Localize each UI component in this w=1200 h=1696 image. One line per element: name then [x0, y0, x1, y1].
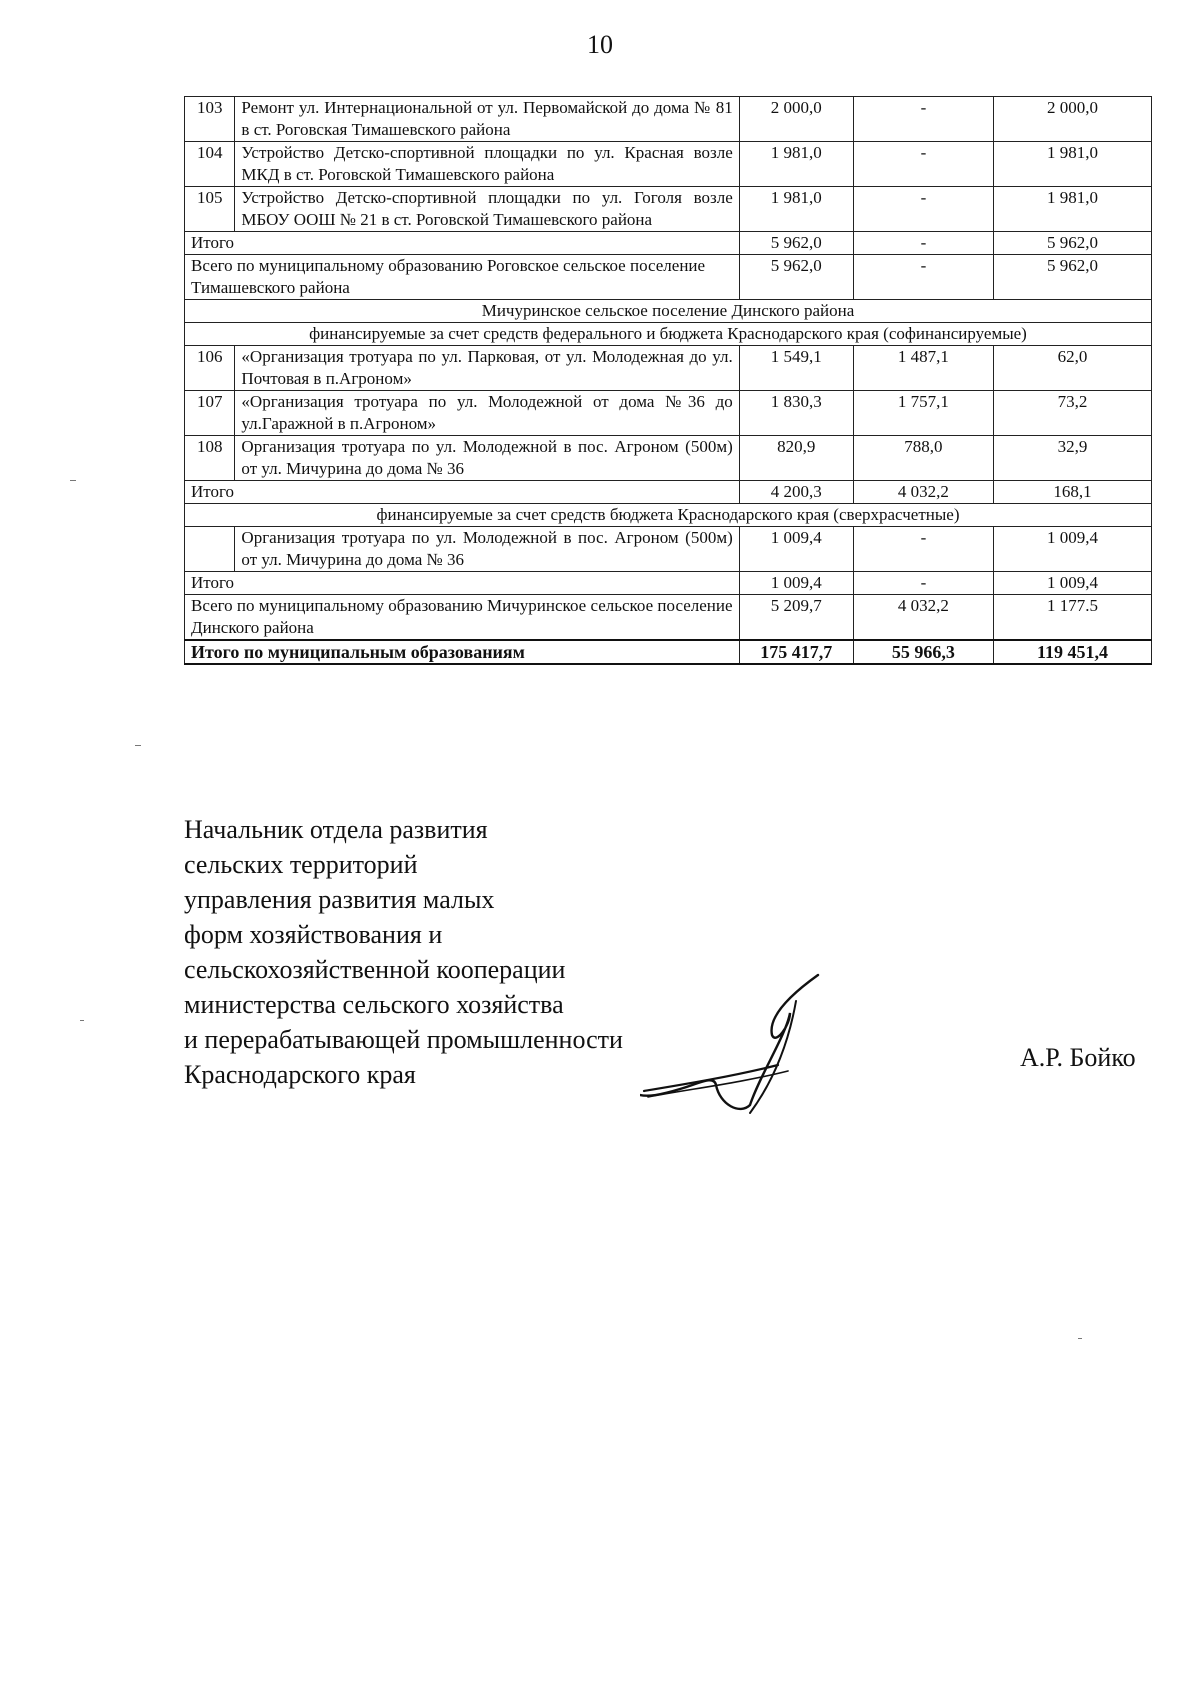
- budget-table: [184, 96, 1152, 665]
- position-line: форм хозяйствования и: [184, 920, 443, 949]
- row-number: 106: [185, 346, 235, 391]
- row-regional: 32,9: [994, 436, 1152, 481]
- row-regional: 1 981,0: [994, 142, 1152, 187]
- position-line: Краснодарского края: [184, 1060, 416, 1089]
- page-number: 10: [587, 30, 613, 59]
- scan-artifact: [1078, 1338, 1082, 1339]
- position-line: Начальник отдела развития: [184, 815, 488, 844]
- row-number: 107: [185, 391, 235, 436]
- section-header-row: [185, 300, 1152, 323]
- row-description: «Организация тротуара по ул. Парковая, от ул. Молодежная до ул. Почтовая в п.Агроном»: [235, 346, 739, 391]
- subtotal-row: [185, 481, 1152, 504]
- subtotal-label: Итого: [185, 481, 740, 504]
- row-federal: -: [853, 187, 993, 232]
- row-total: 2 000,0: [739, 97, 853, 142]
- subtotal-row: [185, 572, 1152, 595]
- subtotal-regional: 168,1: [994, 481, 1152, 504]
- subtotal-total: 4 200,3: [739, 481, 853, 504]
- municipal-total-total: 5 962,0: [739, 255, 853, 300]
- municipal-total-label: Всего по муниципальному образованию Мичуринское сельское поселение Динского района: [185, 595, 740, 641]
- subtotal-federal: -: [853, 572, 993, 595]
- subtotal-label: Итого: [185, 572, 740, 595]
- signatory-position: [184, 812, 704, 1092]
- table-row: [185, 436, 1152, 481]
- row-regional: 1 009,4: [994, 527, 1152, 572]
- row-number: 108: [185, 436, 235, 481]
- row-description: Устройство Детско-спортивной площадки по ул. Гоголя возле МБОУ ООШ № 21 в ст. Роговской Тимашевского района: [235, 187, 739, 232]
- row-regional: 1 981,0: [994, 187, 1152, 232]
- row-federal: 1 757,1: [853, 391, 993, 436]
- row-federal: -: [853, 527, 993, 572]
- section-municipality: Мичуринское сельское поселение Динского района: [185, 300, 1152, 323]
- row-total: 1 981,0: [739, 187, 853, 232]
- subtotal-regional: 5 962,0: [994, 232, 1152, 255]
- scan-artifact: [135, 745, 141, 746]
- position-line: сельскохозяйственной кооперации: [184, 955, 566, 984]
- grand-total-label: Итого по муниципальным образованиям: [185, 640, 740, 664]
- municipal-total-regional: 5 962,0: [994, 255, 1152, 300]
- section-header-row: [185, 323, 1152, 346]
- subtotal-total: 5 962,0: [739, 232, 853, 255]
- row-federal: -: [853, 97, 993, 142]
- municipal-total-federal: 4 032,2: [853, 595, 993, 641]
- row-total: 1 549,1: [739, 346, 853, 391]
- row-total: 1 009,4: [739, 527, 853, 572]
- table-row: [185, 187, 1152, 232]
- row-description: Организация тротуара по ул. Молодежной в пос. Агроном (500м) от ул. Мичурина до дома № 36: [235, 436, 739, 481]
- row-federal: 788,0: [853, 436, 993, 481]
- row-description: Ремонт ул. Интернациональной от ул. Первомайской до дома № 81 в ст. Роговская Тимашевского района: [235, 97, 739, 142]
- row-number: 105: [185, 187, 235, 232]
- subtotal-label: Итого: [185, 232, 740, 255]
- row-total: 1 981,0: [739, 142, 853, 187]
- municipal-total-federal: -: [853, 255, 993, 300]
- grand-total-total: 175 417,7: [739, 640, 853, 664]
- municipal-total-total: 5 209,7: [739, 595, 853, 641]
- table-row: [185, 527, 1152, 572]
- section-above-norm: финансируемые за счет средств бюджета Краснодарского края (сверхрасчетные): [185, 504, 1152, 527]
- table-row: [185, 391, 1152, 436]
- subtotal-total: 1 009,4: [739, 572, 853, 595]
- row-number: [185, 527, 235, 572]
- table-row: [185, 142, 1152, 187]
- row-description: Организация тротуара по ул. Молодежной в пос. Агроном (500м) от ул. Мичурина до дома № 36: [235, 527, 739, 572]
- municipal-total-regional: 1 177.5: [994, 595, 1152, 641]
- signer-name: А.Р. Бойко: [1020, 1043, 1136, 1072]
- row-description: Устройство Детско-спортивной площадки по ул. Красная возле МКД в ст. Роговской Тимашевского района: [235, 142, 739, 187]
- grand-total-row: [185, 640, 1152, 664]
- municipal-total-row: [185, 255, 1152, 300]
- municipal-total-row: [185, 595, 1152, 641]
- row-description: «Организация тротуара по ул. Молодежной от дома №36 до ул.Гаражной в п.Агроном»: [235, 391, 739, 436]
- handwritten-signature: [640, 965, 870, 1125]
- row-number: 104: [185, 142, 235, 187]
- row-total: 820,9: [739, 436, 853, 481]
- section-header-row: [185, 504, 1152, 527]
- position-line: и перерабатывающей промышленности: [184, 1025, 623, 1054]
- position-line: сельских территорий: [184, 850, 418, 879]
- scan-artifact: [70, 480, 76, 481]
- subtotal-federal: 4 032,2: [853, 481, 993, 504]
- grand-total-regional: 119 451,4: [994, 640, 1152, 664]
- municipal-total-label: Всего по муниципальному образованию Роговское сельское поселение Тимашевского района: [185, 255, 740, 300]
- subtotal-regional: 1 009,4: [994, 572, 1152, 595]
- grand-total-federal: 55 966,3: [853, 640, 993, 664]
- row-total: 1 830,3: [739, 391, 853, 436]
- scan-artifact: [80, 1020, 84, 1021]
- subtotal-federal: -: [853, 232, 993, 255]
- row-federal: -: [853, 142, 993, 187]
- subtotal-row: [185, 232, 1152, 255]
- section-cofinanced: финансируемые за счет средств федерального и бюджета Краснодарского края (софинансируемые): [185, 323, 1152, 346]
- position-line: управления развития малых: [184, 885, 495, 914]
- table-row: [185, 97, 1152, 142]
- table-row: [185, 346, 1152, 391]
- row-regional: 62,0: [994, 346, 1152, 391]
- row-regional: 2 000,0: [994, 97, 1152, 142]
- row-regional: 73,2: [994, 391, 1152, 436]
- row-number: 103: [185, 97, 235, 142]
- row-federal: 1 487,1: [853, 346, 993, 391]
- position-line: министерства сельского хозяйства: [184, 990, 564, 1019]
